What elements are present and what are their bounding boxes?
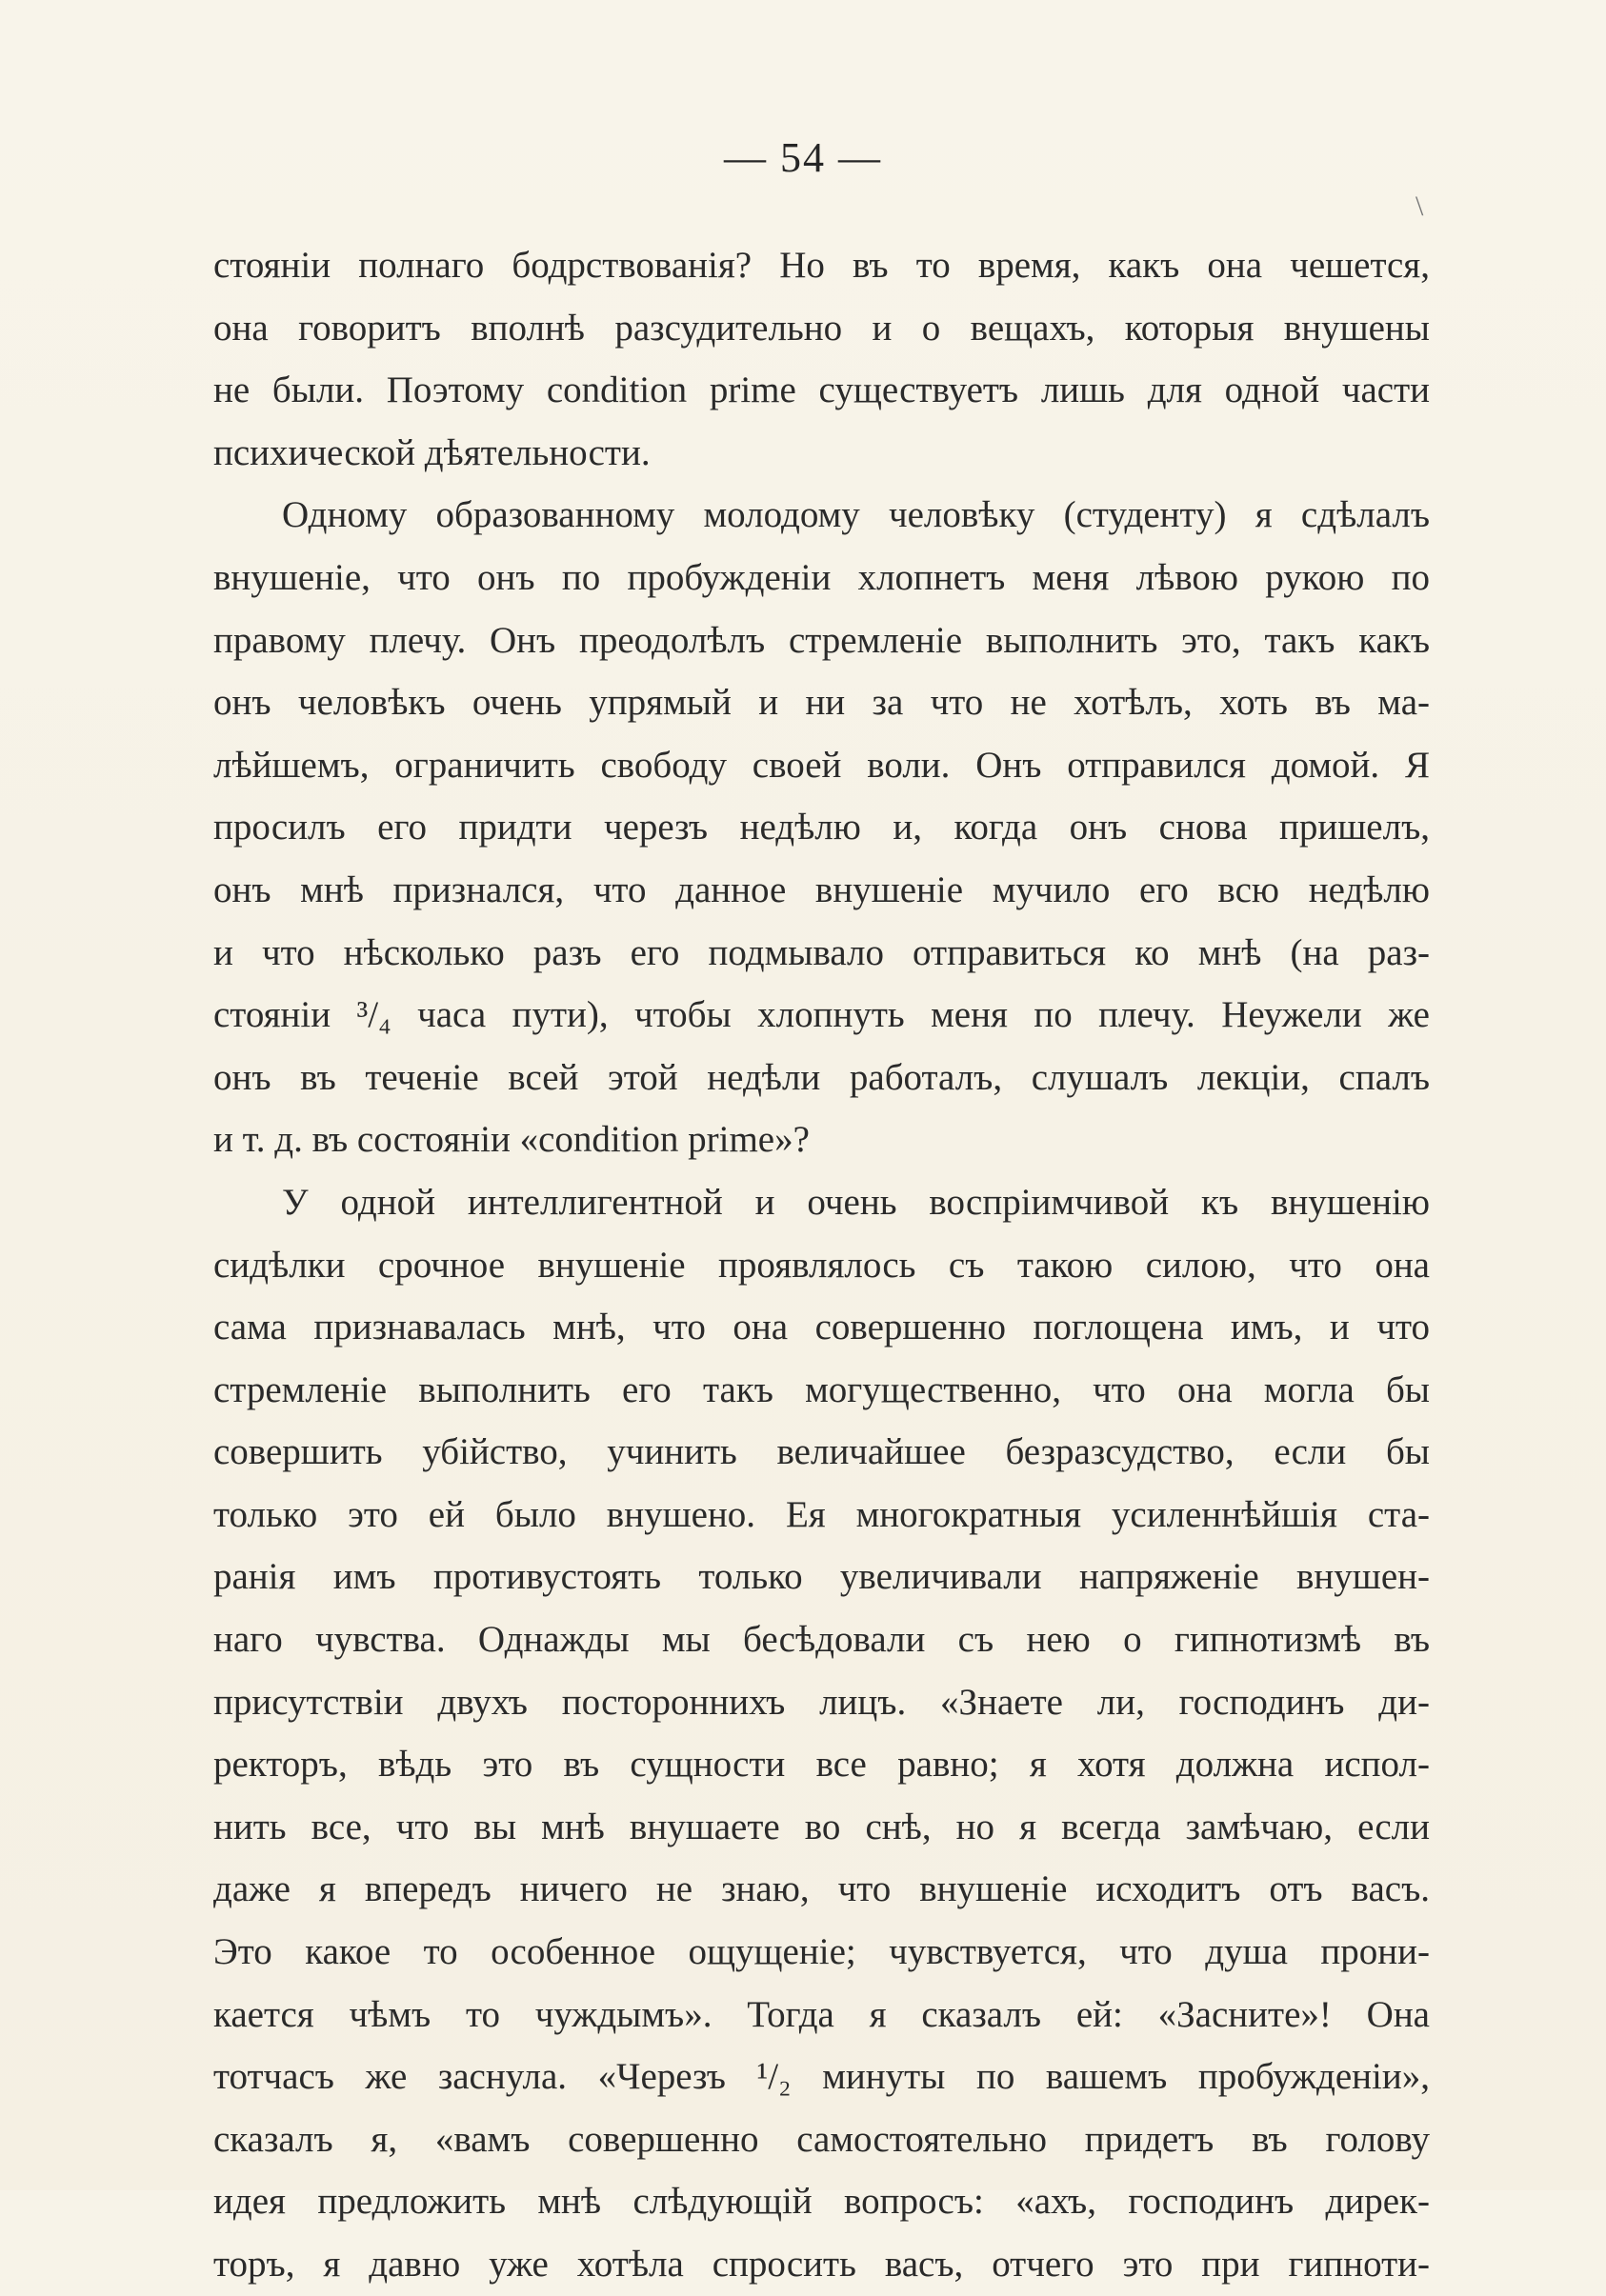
text-line: совершить убійство, учинить величайшее безразсудство, если бы: [213, 1431, 1430, 1473]
text-line: стояніи полнаго бодрствованія? Но въ то время, какъ она чешется,: [213, 245, 1430, 286]
scan-mark: \: [1415, 190, 1424, 222]
text-line: онъ въ теченіе всей этой недѣли работалъ, слушалъ лекціи, спалъ: [213, 1056, 1430, 1098]
text-line: ранія имъ противустоять только увеличивали напряженіе внушен-: [213, 1556, 1430, 1598]
text-line: кается чѣмъ то чуждымъ». Тогда я сказалъ ей: «Засните»! Она: [213, 1993, 1430, 2035]
text-line: не были. Поэтому condition prime существуетъ лишь для одной части: [213, 369, 1430, 411]
text-line: нить все, что вы мнѣ внушаете во снѣ, но я всегда замѣчаю, если: [213, 1806, 1430, 1847]
text-line: она говоритъ вполнѣ разсудительно и о вещахъ, которыя внушены: [213, 307, 1430, 349]
text-line: сама признавалась мнѣ, что она совершенно поглощена имъ, и что: [213, 1307, 1430, 1348]
text-line: идея предложить мнѣ слѣдующій вопросъ: «ахъ, господинъ дирек-: [213, 2181, 1430, 2223]
text-line: и что нѣсколько разъ его подмывало отправиться ко мнѣ (на раз-: [213, 931, 1430, 973]
page-number: — 54 —: [724, 134, 882, 181]
text-line: просилъ его придти черезъ недѣлю и, когда онъ снова пришелъ,: [213, 807, 1430, 849]
text-line: стояніи ³/₄ часа пути), чтобы хлопнуть меня по плечу. Неужели же: [213, 994, 1430, 1036]
text-line: Одному образованному молодому человѣку (студенту) я сдѣлалъ: [282, 494, 1430, 536]
text-line: Это какое то особенное ощущеніе; чувствуется, что душа прони-: [213, 1931, 1430, 1973]
body-text: [213, 234, 1430, 2296]
text-line: У одной интеллигентной и очень воспріимчивой къ внушенію: [282, 1181, 1430, 1223]
text-line: торъ, я давно уже хотѣла спросить васъ, отчего это при гипноти-: [213, 2244, 1430, 2285]
text-line: правому плечу. Онъ преодолѣлъ стремленіе выполнить это, такъ какъ: [213, 619, 1430, 661]
text-line: даже я впередъ ничего не знаю, что внушеніе исходитъ отъ васъ.: [213, 1868, 1430, 1910]
text-line: ректоръ, вѣдь это въ сущности все равно; я хотя должна испол-: [213, 1744, 1430, 1786]
text-line: онъ человѣкъ очень упрямый и ни за что не хотѣлъ, хоть въ ма-: [213, 682, 1430, 724]
text-line: лѣйшемъ, ограничить свободу своей воли. Онъ отправился домой. Я: [213, 744, 1430, 786]
text-line: и т. д. въ состояніи «condition prime»?: [213, 1119, 810, 1161]
text-line: внушеніе, что онъ по пробужденіи хлопнетъ меня лѣвою рукою по: [213, 556, 1430, 598]
text-line: сказалъ я, «вамъ совершенно самостоятельно придетъ въ голову: [213, 2118, 1430, 2160]
text-line: наго чувства. Однажды мы бесѣдовали съ нею о гипнотизмѣ въ: [213, 1619, 1430, 1661]
text-line: только это ей было внушено. Ея многократныя усиленнѣйшія ста-: [213, 1493, 1430, 1535]
text-line: тотчасъ же заснула. «Черезъ ¹/₂ минуты по вашемъ пробужденіи»,: [213, 2056, 1430, 2098]
text-line: онъ мнѣ признался, что данное внушеніе мучило его всю недѣлю: [213, 868, 1430, 910]
text-line: стремленіе выполнить его такъ могущественно, что она могла бы: [213, 1368, 1430, 1410]
text-line: психической дѣятельности.: [213, 431, 651, 473]
text-line: присутствіи двухъ постороннихъ лицъ. «Знаете ли, господинъ ди-: [213, 1681, 1430, 1723]
text-line: сидѣлки срочное внушеніе проявлялось съ такою силою, что она: [213, 1244, 1430, 1286]
